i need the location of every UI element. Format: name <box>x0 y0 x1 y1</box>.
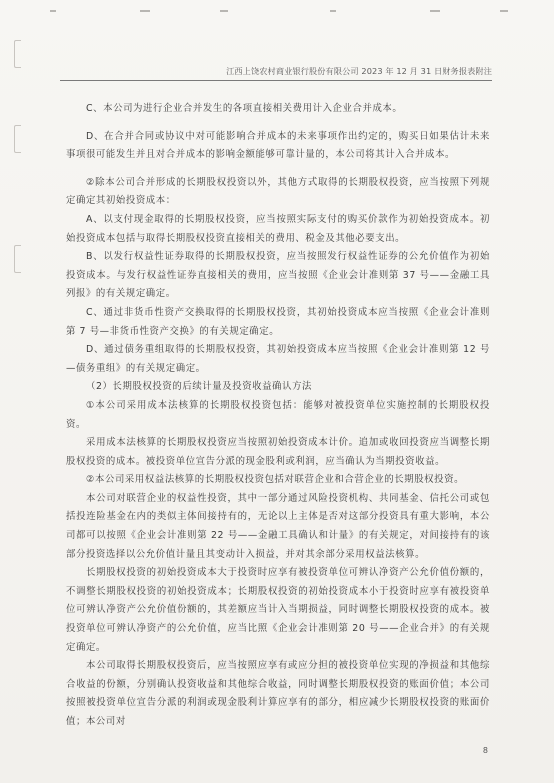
paragraph: 采用成本法核算的长期股权投资应当按照初始投资成本计价。追加或收回投资应当调整长期股权投资的成本。被投资单位宣告分派的现金股利或利润，应当确认为当期投资收益。 <box>66 437 490 467</box>
scan-top-marks <box>30 10 524 16</box>
paragraph: ①本公司采用成本法核算的长期股权投资包括：能够对被投资单位实施控制的长期股权投资。 <box>66 399 490 430</box>
paragraph: B、以发行权益性证券取得的长期股权投资，应当按照发行权益性证券的公允价值作为初始投资成本。与发行权益性证券直接相关的费用，应当按照《企业会计准则第 37 号——金融工具列报》的有关规定确定。 <box>66 251 490 300</box>
paragraph: A、以支付现金取得的长期股权投资，应当按照实际支付的购买价款作为初始投资成本。初始投资成本包括与取得长期股权投资直接相关的费用、税金及其他必要支出。 <box>66 213 490 244</box>
body-text <box>66 100 490 732</box>
paragraph: 长期股权投资的初始投资成本大于投资时应享有被投资单位可辨认净资产公允价值份额的，不调整长期股权投资的初始投资成本；长期股权投资的初始投资成本小于投资时应享有被投资单位可辨认净资产公允价值份额的，其差额应当计入当期损益，同时调整长期股权投资的成本。被投资单位可辨认净资产的公允价值，应当比照《企业会计准则第 20 号——企业合并》的有关规定确定。 <box>66 567 490 653</box>
page-number: 8 <box>482 746 488 755</box>
paragraph: C、通过非货币性资产交换取得的长期股权投资，其初始投资成本应当按照《企业会计准则第 7 号—非货币性资产交换》的有关规定确定。 <box>66 306 490 337</box>
paragraph: ②除本公司合并形成的长期股权投资以外，其他方式取得的长期股权投资，应当按照下列规定确定其初始投资成本： <box>66 176 490 207</box>
binder-mark <box>14 245 21 273</box>
paragraph: C、本公司为进行企业合并发生的各项直接相关费用计入企业合并成本。 <box>86 103 403 114</box>
paragraph: D、在合并合同或协议中对可能影响合并成本的未来事项作出约定的，购买日如果估计未来事项很可能发生并且对合并成本的影响金额能够可靠计量的，本公司将其计入合并成本。 <box>66 130 490 161</box>
paragraph: D、通过债务重组取得的长期股权投资，其初始投资成本应当按照《企业会计准则第 12 号—债务重组》的有关规定确定。 <box>66 344 490 374</box>
binder-mark <box>14 125 21 153</box>
paragraph: 本公司取得长期股权投资后，应当按照应享有或应分担的被投资单位实现的净损益和其他综合收益的份额，分别确认投资收益和其他综合收益，同时调整长期股权投资的账面价值；本公司按照被投资单位宣告分派的利润或现金股利计算应享有的部分，相应减少长期股权投资的账面价值；本公司对 <box>66 660 490 727</box>
paragraph: ②本公司采用权益法核算的长期股权投资包括对联营企业和合营企业的长期股权投资。 <box>86 474 465 486</box>
binder-mark <box>14 40 21 68</box>
section-heading: （2）长期股权投资的后续计量及投资收益确认方法 <box>86 381 313 393</box>
paragraph: 本公司对联营企业的权益性投资，其中一部分通过风险投资机构、共同基金、信托公司或包括投连险基金在内的类似主体间接持有的，无论以上主体是否对这部分投资具有重大影响，本公司都可以按照《企业会计准则第 22 号——金融工具确认和计量》的有关规定，对间接持有的该部分投资选择以公允价值计量且其变动计入损益，并对其余部分采用权益法核算。 <box>66 492 490 560</box>
running-header: 江西上饶农村商业银行股份有限公司 2023 年 12 月 31 日财务报表附注 <box>60 66 492 81</box>
